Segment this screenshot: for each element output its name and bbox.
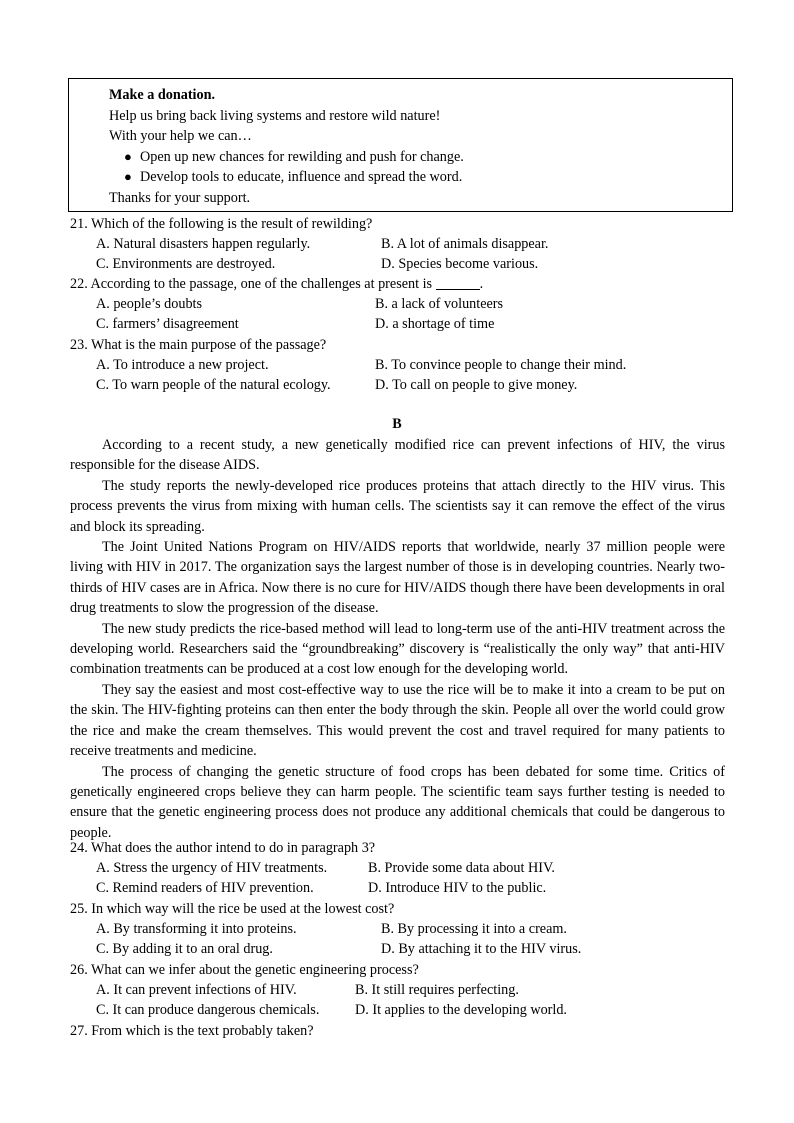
question-25-option-d[interactable]: D. By attaching it to the HIV virus.	[381, 941, 582, 957]
passage-paragraph-6: The process of changing the genetic structure of food crops has been debated for some time. Critics of genetically engineered crops believe they can harm people. The scientific team says further testing is needed to ensure that the genetic engineering process does not produce any additional chemicals that could be dangerous to people.	[70, 763, 725, 841]
question-25-stem: 25. In which way will the rice be used at the lowest cost?	[70, 901, 395, 917]
question-26-stem: 26. What can we infer about the genetic engineering process?	[70, 962, 419, 978]
question-25-option-a[interactable]: A. By transforming it into proteins.	[96, 921, 297, 937]
question-22-stem-period: .	[479, 276, 484, 292]
bullet-icon: ●	[124, 169, 132, 184]
question-25-option-b[interactable]: B. By processing it into a cream.	[381, 921, 567, 937]
advert-bullet-1-text: Open up new chances for rewilding and push for change.	[140, 148, 464, 165]
advert-line-2: With your help we can…	[109, 128, 252, 144]
section-b-heading: B	[392, 416, 402, 432]
question-23-option-d[interactable]: D. To call on people to give money.	[375, 377, 578, 393]
advert-heading: Make a donation.	[109, 87, 216, 103]
question-26-option-c[interactable]: C. It can produce dangerous chemicals.	[96, 1002, 320, 1018]
question-27-stem: 27. From which is the text probably taken?	[70, 1023, 314, 1039]
advert-bullet-item-2	[69, 167, 732, 188]
question-22-option-b[interactable]: B. a lack of volunteers	[375, 296, 504, 312]
question-24-option-b[interactable]: B. Provide some data about HIV.	[368, 860, 555, 876]
question-26-option-b[interactable]: B. It still requires perfecting.	[355, 982, 519, 998]
question-21-option-b[interactable]: B. A lot of animals disappear.	[381, 236, 549, 252]
question-23-option-c[interactable]: C. To warn people of the natural ecology.	[96, 377, 331, 393]
question-24-option-d[interactable]: D. Introduce HIV to the public.	[368, 880, 547, 896]
advert-closing: Thanks for your support.	[109, 189, 251, 206]
question-23-stem: 23. What is the main purpose of the passage?	[70, 337, 327, 353]
passage-paragraph-3: The Joint United Nations Program on HIV/AIDS reports that worldwide, nearly 37 million people were living with HIV in 2017. The organization says the largest number of those is in developing countries. Nearly two-thirds of HIV cases are in Africa. Now there is no cure for HIV/AIDS though there have been developments in oral drug treatments to slow the progression of the disease.	[70, 539, 725, 617]
question-21-stem: 21. Which of the following is the result of rewilding?	[70, 216, 373, 232]
question-21-option-d[interactable]: D. Species become various.	[381, 256, 539, 272]
question-22-blank	[436, 277, 480, 290]
passage-paragraph-5: They say the easiest and most cost-effective way to use the rice will be to make it into a cream to be put on the skin. The HIV-fighting proteins can then enter the body through the skin. People all over the world could grow the rice and make the cream themselves. This would prevent the cost and travel required for many patients to receive treatments and medicine.	[70, 681, 725, 760]
question-22-option-d[interactable]: D. a shortage of time	[375, 316, 495, 332]
question-23-option-b[interactable]: B. To convince people to change their mind.	[375, 357, 627, 373]
passage-paragraph-1: According to a recent study, a new genetically modified rice can prevent infections of HIV, the virus responsible for the disease AIDS.	[70, 437, 725, 474]
question-24-stem: 24. What does the author intend to do in paragraph 3?	[70, 840, 376, 856]
passage-paragraph-4: The new study predicts the rice-based method will lead to long-term use of the anti-HIV treatment across the developing world. Researchers said the “groundbreaking” discovery is “realistically the only way” that anti-HIV combination treatments can be produced at a cost low enough for the developing world.	[70, 620, 725, 678]
reading-passage-b	[70, 435, 725, 843]
passage-paragraph-2: The study reports the newly-developed rice produces proteins that attach directly to the HIV virus. This process prevents the virus from mixing with human cells. The scientists say it can remove the effect of the virus and block its spreading.	[70, 477, 725, 535]
question-22-stem-text: 22. According to the passage, one of the challenges at present is	[70, 276, 433, 292]
bullet-icon: ●	[124, 148, 132, 164]
advert-line-1: Help us bring back living systems and restore wild nature!	[109, 107, 441, 124]
question-22-stem	[70, 274, 483, 294]
advert-bullet-item-1	[69, 147, 732, 168]
question-22-option-c[interactable]: C. farmers’ disagreement	[96, 316, 239, 332]
question-26-option-d[interactable]: D. It applies to the developing world.	[355, 1002, 567, 1018]
question-21-option-c[interactable]: C. Environments are destroyed.	[96, 256, 276, 272]
question-25-option-c[interactable]: C. By adding it to an oral drug.	[96, 941, 273, 957]
question-21-option-a[interactable]: A. Natural disasters happen regularly.	[96, 236, 311, 252]
question-26-option-a[interactable]: A. It can prevent infections of HIV.	[96, 982, 297, 998]
donation-advert-box	[68, 78, 733, 212]
question-23-option-a[interactable]: A. To introduce a new project.	[96, 357, 269, 373]
question-22-option-a[interactable]: A. people’s doubts	[96, 296, 203, 312]
question-24-option-c[interactable]: C. Remind readers of HIV prevention.	[96, 880, 314, 896]
question-24-option-a[interactable]: A. Stress the urgency of HIV treatments.	[96, 860, 328, 876]
advert-bullet-2-text: Develop tools to educate, influence and spread the word.	[140, 169, 463, 185]
